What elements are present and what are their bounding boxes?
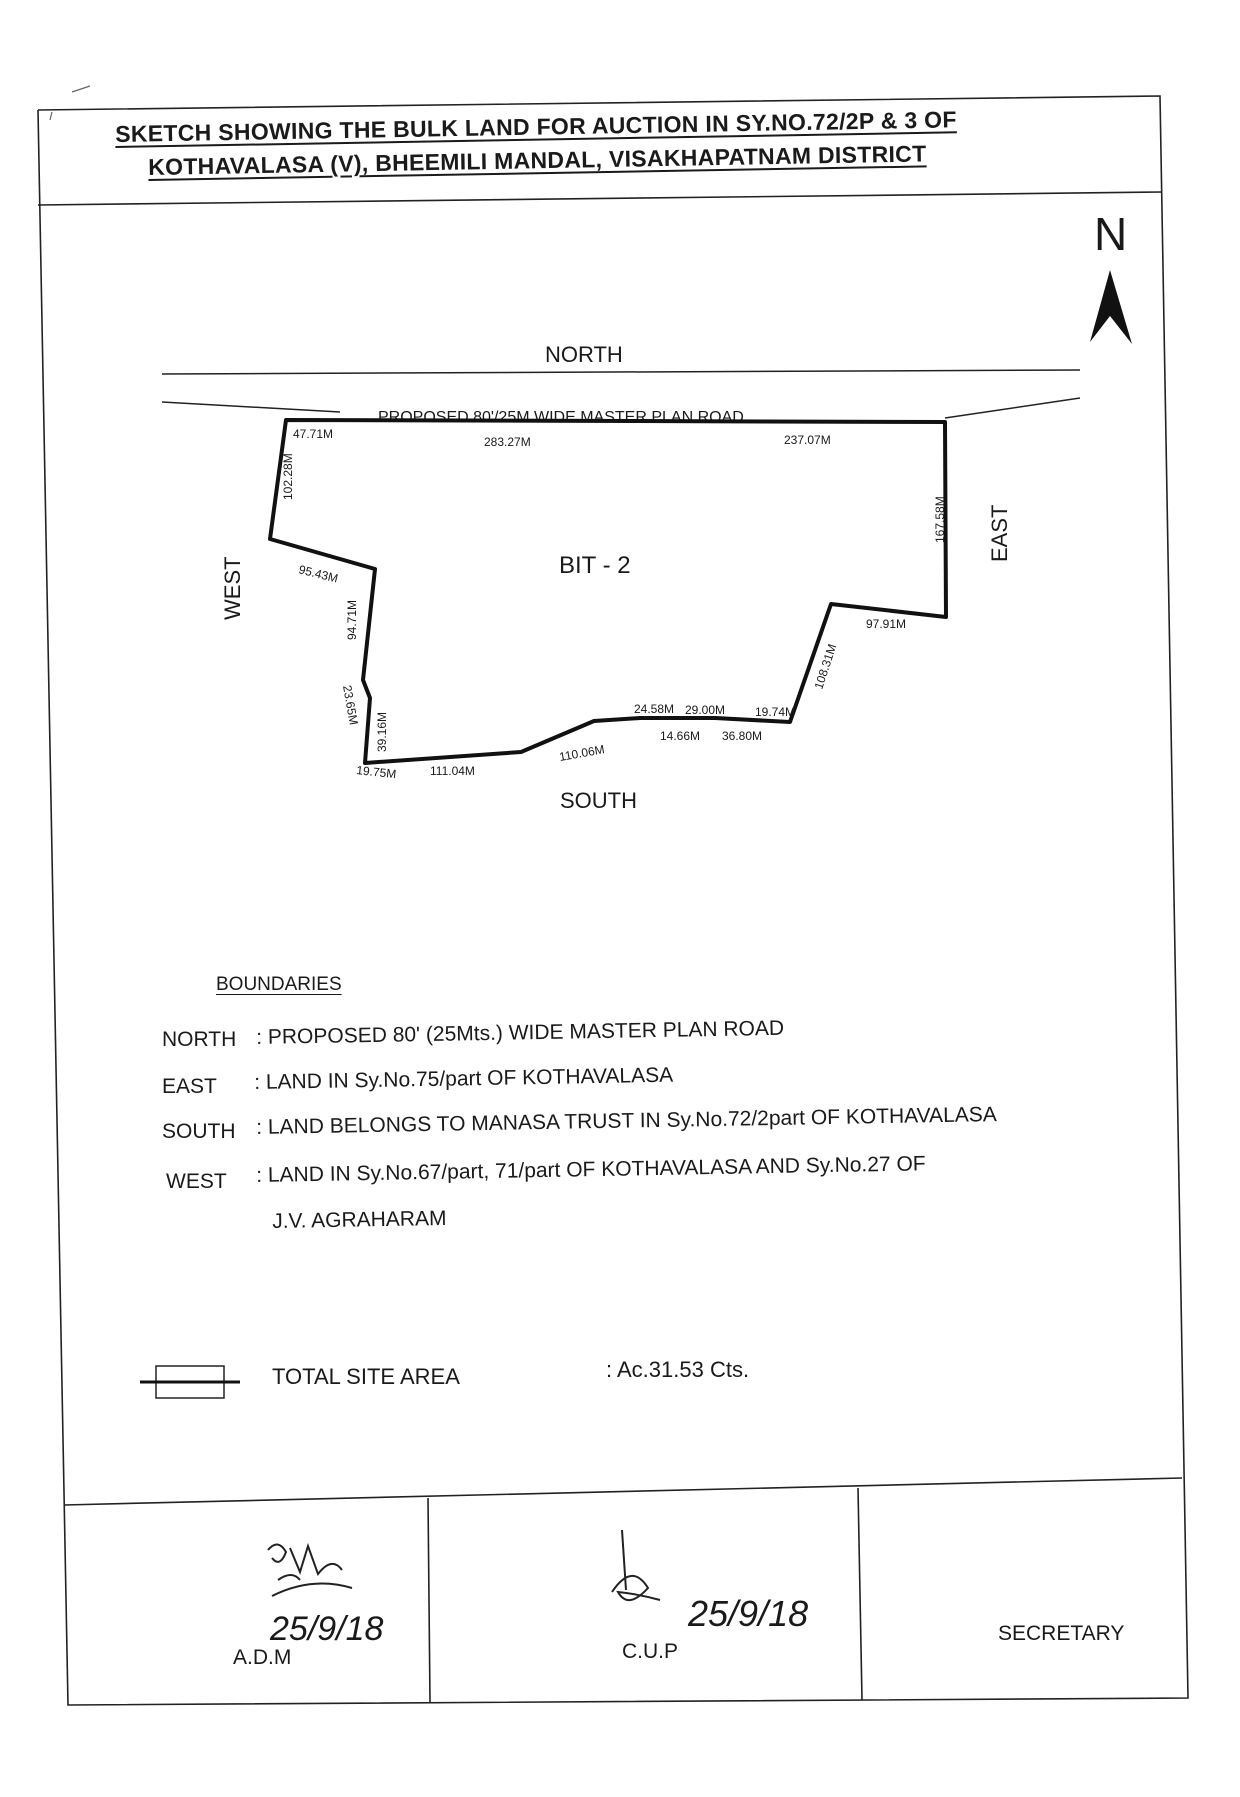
measure-west-5: 39.16M [375, 711, 389, 752]
measure-south-1: 111.04M [430, 764, 475, 778]
signature-label-adm: A.D.M [233, 1646, 292, 1669]
legend-value: : Ac.31.53 Cts. [606, 1357, 750, 1382]
measure-north-2: 237.07M [784, 433, 831, 447]
direction-south: SOUTH [560, 788, 637, 813]
title-divider [38, 192, 1162, 205]
measure-south-5: 19.74M [755, 705, 796, 719]
measure-east-3: 108.31M [811, 642, 840, 691]
boundary-key-south: SOUTH [162, 1120, 236, 1143]
measure-east-1: 167.58M [933, 496, 947, 543]
north-arrow-letter: N [1094, 208, 1128, 260]
cup-signature [612, 1530, 808, 1634]
measure-west-4: 23.65M [340, 684, 361, 726]
signature-label-secretary: SECRETARY [998, 1622, 1125, 1645]
measure-south-2: 110.06M [558, 742, 606, 764]
scan-mark [50, 86, 90, 120]
measure-west-3: 94.71M [345, 599, 359, 640]
svg-text:25/9/18: 25/9/18 [688, 1593, 809, 1634]
adm-signature [268, 1544, 384, 1648]
measure-south-3: 24.58M [634, 702, 675, 716]
svg-text:25/9/18: 25/9/18 [270, 1610, 384, 1648]
direction-north: NORTH [545, 342, 623, 367]
boundary-value-north: : PROPOSED 80' (25Mts.) WIDE MASTER PLAN ROAD [256, 1016, 785, 1049]
direction-east: EAST [987, 504, 1012, 562]
north-arrow-icon [1090, 270, 1132, 344]
measure-south-4: 29.00M [685, 703, 726, 717]
measure-nw-corner: 47.71M [293, 427, 334, 441]
legend-label: TOTAL SITE AREA [272, 1364, 460, 1389]
plot-label: BIT - 2 [559, 552, 631, 579]
boundary-key-east: EAST [162, 1075, 217, 1098]
legend-boundary-symbol [140, 1364, 240, 1400]
boundary-value-south: : LAND BELONGS TO MANASA TRUST IN Sy.No.72/2part OF KOTHAVALASA [256, 1103, 997, 1139]
measure-west-1: 102.28M [281, 453, 295, 500]
measure-south-7: 36.80M [722, 729, 763, 743]
boundary-key-west: WEST [166, 1170, 227, 1193]
plot-boundary-bit-2 [270, 420, 946, 763]
measure-east-2: 97.91M [866, 617, 907, 631]
title-line-2: KOTHAVALASA (V), BHEEMILI MANDAL, VISAKHAPATNAM DISTRICT [148, 140, 927, 180]
measure-north-1: 283.27M [484, 435, 531, 449]
title-line-1: SKETCH SHOWING THE BULK LAND FOR AUCTION IN SY.NO.72/2P & 3 OF [115, 106, 957, 147]
measure-south-6: 14.66M [660, 729, 701, 743]
direction-west: WEST [220, 556, 245, 620]
road-label: PROPOSED 80'/25M WIDE MASTER PLAN ROAD [378, 409, 744, 426]
footer-divider [64, 1478, 1182, 1505]
road-edge-north [162, 370, 1080, 374]
boundary-value-east: : LAND IN Sy.No.75/part OF KOTHAVALASA [254, 1063, 674, 1094]
footer-divider-2 [858, 1488, 862, 1700]
boundaries-heading: BOUNDARIES [216, 974, 342, 995]
measure-west-2: 95.43M [297, 562, 340, 586]
road-edge-east [945, 398, 1080, 418]
road-edge-south [162, 402, 340, 412]
footer-divider-1 [428, 1498, 430, 1702]
outer-frame [38, 96, 1188, 1705]
signature-label-cup: C.U.P [622, 1640, 679, 1663]
boundary-value-west-continued: J.V. AGRAHARAM [272, 1206, 447, 1233]
measure-sw-corner: 19.75M [355, 763, 397, 782]
boundary-value-west: : LAND IN Sy.No.67/part, 71/part OF KOTHAVALASA AND Sy.No.27 OF [256, 1152, 926, 1187]
boundary-key-north: NORTH [162, 1028, 237, 1051]
